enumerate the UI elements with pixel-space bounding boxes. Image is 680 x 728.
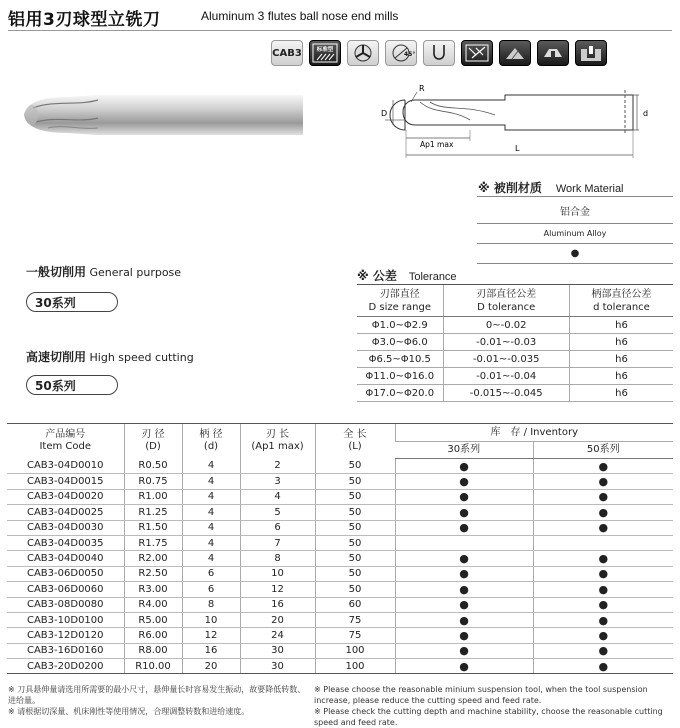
table-cell: R3.00: [124, 582, 182, 597]
three-flute-icon: [347, 40, 379, 66]
table-cell: 8: [182, 597, 240, 612]
inventory-mark: ●: [533, 520, 673, 535]
inventory-mark: ●: [533, 643, 673, 658]
table-cell: R5.00: [124, 612, 182, 627]
col-header-overall-length: 全 长 (L): [315, 424, 395, 459]
inventory-mark: ●: [395, 612, 533, 627]
table-cell: 50: [315, 520, 395, 535]
svg-text:d: d: [643, 109, 649, 118]
table-row: [7, 535, 673, 550]
page-title-cn: 铝用3刃球型立铣刀: [8, 10, 161, 30]
table-cell: CAB3-04D0035: [7, 535, 124, 550]
table-row: [7, 643, 673, 658]
inventory-mark: ●: [533, 505, 673, 520]
table-cell: 100: [315, 643, 395, 658]
table-cell: 50: [315, 459, 395, 474]
table-row: [7, 474, 673, 489]
table-cell: R1.25: [124, 505, 182, 520]
inventory-mark: ●: [395, 459, 533, 474]
inventory-mark: ●: [533, 474, 673, 489]
table-cell: 3: [240, 474, 315, 489]
table-cell: 7: [240, 535, 315, 550]
table-cell: CAB3-10D0100: [7, 612, 124, 627]
table-cell: 4: [182, 505, 240, 520]
table-row: Φ3.0~Φ6.0 -0.01~-0.03 h6: [357, 334, 673, 351]
table-cell: R1.75: [124, 535, 182, 550]
table-cell: CAB3-04D0030: [7, 520, 124, 535]
inventory-mark: ●: [395, 643, 533, 658]
inventory-mark: ●: [533, 628, 673, 643]
inventory-mark: ●: [395, 659, 533, 674]
table-row: Φ17.0~Φ20.0 -0.015~-0.045 h6: [357, 385, 673, 402]
work-material-cn: 铝合金: [477, 197, 673, 224]
table-cell: CAB3-04D0040: [7, 551, 124, 566]
inventory-mark: ●: [395, 566, 533, 581]
table-cell: 6: [182, 566, 240, 581]
col-header-series-50: 50系列: [533, 442, 673, 459]
inventory-mark: ●: [395, 474, 533, 489]
table-cell: R2.50: [124, 566, 182, 581]
table-cell: 50: [315, 505, 395, 520]
tolerance-table: [357, 284, 673, 402]
coolant-icon: [461, 40, 493, 66]
table-cell: 50: [315, 474, 395, 489]
table-cell: 4: [182, 520, 240, 535]
general-purpose-label: 一般切削用 General purpose: [26, 265, 182, 279]
inventory-mark: ●: [395, 551, 533, 566]
table-cell: 50: [315, 489, 395, 504]
table-cell: 60: [315, 597, 395, 612]
table-cell: 20: [182, 659, 240, 674]
footnote-cn-1: ※ 刀具悬伸量请选用所需要的最小尺寸，悬伸量长时容易发生振动，故要降低转数、进给量。: [8, 685, 306, 705]
svg-text:标准型: 标准型: [316, 47, 334, 53]
table-cell: 50: [315, 551, 395, 566]
ball-nose-icon: [423, 40, 455, 66]
table-cell: 50: [315, 582, 395, 597]
inventory-mark: ●: [395, 582, 533, 597]
table-cell: 4: [182, 551, 240, 566]
svg-text:45°: 45°: [404, 51, 416, 58]
product-table: [7, 423, 673, 674]
inventory-mark: ●: [533, 612, 673, 627]
table-cell: 30: [240, 643, 315, 658]
table-row: [7, 459, 673, 474]
table-row: [7, 612, 673, 627]
work-material-mark: ●: [477, 244, 673, 264]
table-row: [7, 659, 673, 674]
inventory-mark: ●: [533, 659, 673, 674]
series-30-badge: 30系列: [26, 292, 118, 312]
table-cell: CAB3-06D0060: [7, 582, 124, 597]
table-row: [7, 489, 673, 504]
inventory-mark: ●: [395, 505, 533, 520]
table-cell: R1.50: [124, 520, 182, 535]
col-header-item-code: 产品编号 Item Code: [7, 424, 124, 459]
table-row: [7, 520, 673, 535]
table-cell: 50: [315, 535, 395, 550]
table-row: Φ11.0~Φ16.0 -0.01~-0.04 h6: [357, 368, 673, 385]
table-cell: 4: [240, 489, 315, 504]
table-row: [7, 566, 673, 581]
inventory-mark: ●: [395, 520, 533, 535]
table-row: Φ6.5~Φ10.5 -0.01~-0.035 h6: [357, 351, 673, 368]
inventory-mark: ●: [533, 489, 673, 504]
table-cell: 16: [240, 597, 315, 612]
table-cell: 30: [240, 659, 315, 674]
footnote-cn-2: ※ 请根据切深量、机床刚性等使用情况，合理调整转数和进给速度。: [8, 707, 250, 716]
helix-45-icon: [385, 40, 417, 66]
table-cell: CAB3-04D0025: [7, 505, 124, 520]
table-row: Φ1.0~Φ2.9 0~-0.02 h6: [357, 317, 673, 334]
side-milling-icon: [499, 40, 531, 66]
table-cell: 4: [182, 474, 240, 489]
table-cell: R0.50: [124, 459, 182, 474]
inventory-mark: ●: [533, 551, 673, 566]
table-cell: 24: [240, 628, 315, 643]
table-cell: R0.75: [124, 474, 182, 489]
table-cell: 16: [182, 643, 240, 658]
feature-icon-row: [271, 40, 607, 66]
col-header-d-size: 刃 径 (D): [124, 424, 182, 459]
table-cell: 2: [240, 459, 315, 474]
svg-text:L: L: [515, 144, 520, 153]
end-mill-photo: [8, 88, 308, 148]
slotting-icon: [537, 40, 569, 66]
svg-text:D: D: [381, 109, 388, 118]
tol-header: 刃部直径公差 D tolerance: [443, 285, 569, 317]
table-cell: R2.00: [124, 551, 182, 566]
col-header-flute-length: 刃 长 (Ap1 max): [240, 424, 315, 459]
table-cell: 4: [182, 535, 240, 550]
table-row: [7, 582, 673, 597]
table-row: [7, 628, 673, 643]
table-cell: CAB3-12D0120: [7, 628, 124, 643]
table-cell: 10: [182, 612, 240, 627]
table-cell: 6: [182, 582, 240, 597]
table-cell: 4: [182, 459, 240, 474]
col-header-inventory: 库 存 / Inventory: [395, 424, 673, 442]
table-cell: 5: [240, 505, 315, 520]
inventory-mark: [533, 535, 673, 550]
table-cell: CAB3-20D0200: [7, 659, 124, 674]
work-material-en: Aluminum Alloy: [477, 224, 673, 244]
table-cell: 8: [240, 551, 315, 566]
standard-type-icon: [309, 40, 341, 66]
pocketing-icon: [575, 40, 607, 66]
table-cell: 4: [182, 489, 240, 504]
table-cell: R1.00: [124, 489, 182, 504]
col-header-series-30: 30系列: [395, 442, 533, 459]
table-row: [7, 597, 673, 612]
table-cell: CAB3-04D0015: [7, 474, 124, 489]
table-cell: 12: [182, 628, 240, 643]
table-cell: CAB3-04D0010: [7, 459, 124, 474]
table-cell: CAB3-04D0020: [7, 489, 124, 504]
table-row: [7, 551, 673, 566]
inventory-mark: ●: [395, 597, 533, 612]
inventory-mark: ●: [533, 597, 673, 612]
table-cell: 100: [315, 659, 395, 674]
table-cell: R4.00: [124, 597, 182, 612]
footnote-en-2: ※ Please check the cutting depth and machine stability, choose the reasonable cutting speed and feed rate.: [314, 707, 663, 727]
col-header-shank: 柄 径 (d): [182, 424, 240, 459]
inventory-mark: ●: [533, 566, 673, 581]
tolerance-title: ※ 公差 Tolerance: [357, 269, 457, 283]
table-row: [7, 505, 673, 520]
work-material-title: ※ 被削材质 Work Material: [478, 181, 624, 195]
tol-header: 刃部直径 D size range: [357, 285, 443, 317]
inventory-mark: ●: [395, 628, 533, 643]
inventory-mark: ●: [395, 489, 533, 504]
table-cell: 20: [240, 612, 315, 627]
inventory-mark: ●: [533, 582, 673, 597]
table-cell: 75: [315, 628, 395, 643]
table-cell: 6: [240, 520, 315, 535]
table-cell: 75: [315, 612, 395, 627]
tol-header: 柄部直径公差 d tolerance: [569, 285, 673, 317]
cab3-badge-icon: CAB3: [271, 40, 303, 66]
table-cell: R10.00: [124, 659, 182, 674]
title-underline: [8, 30, 672, 31]
table-cell: CAB3-08D0080: [7, 597, 124, 612]
table-cell: 50: [315, 566, 395, 581]
table-cell: 12: [240, 582, 315, 597]
series-50-badge: 50系列: [26, 375, 118, 395]
svg-text:R: R: [419, 84, 425, 93]
table-cell: CAB3-16D0160: [7, 643, 124, 658]
inventory-mark: ●: [533, 459, 673, 474]
table-cell: R6.00: [124, 628, 182, 643]
high-speed-label: 高速切削用 High speed cutting: [26, 350, 194, 364]
table-cell: CAB3-06D0050: [7, 566, 124, 581]
table-cell: 10: [240, 566, 315, 581]
work-material-table: [477, 196, 673, 264]
inventory-mark: [395, 535, 533, 550]
page-title-en: Aluminum 3 flutes ball nose end mills: [201, 9, 399, 23]
end-mill-dimension-diagram: [375, 80, 665, 175]
footnote-en-1: ※ Please choose the reasonable minium suspension tool, when the tool suspension increase, please reduce the cutting speed and feed rate.: [314, 685, 648, 705]
svg-text:Ap1 max: Ap1 max: [420, 140, 454, 149]
table-cell: R8.00: [124, 643, 182, 658]
